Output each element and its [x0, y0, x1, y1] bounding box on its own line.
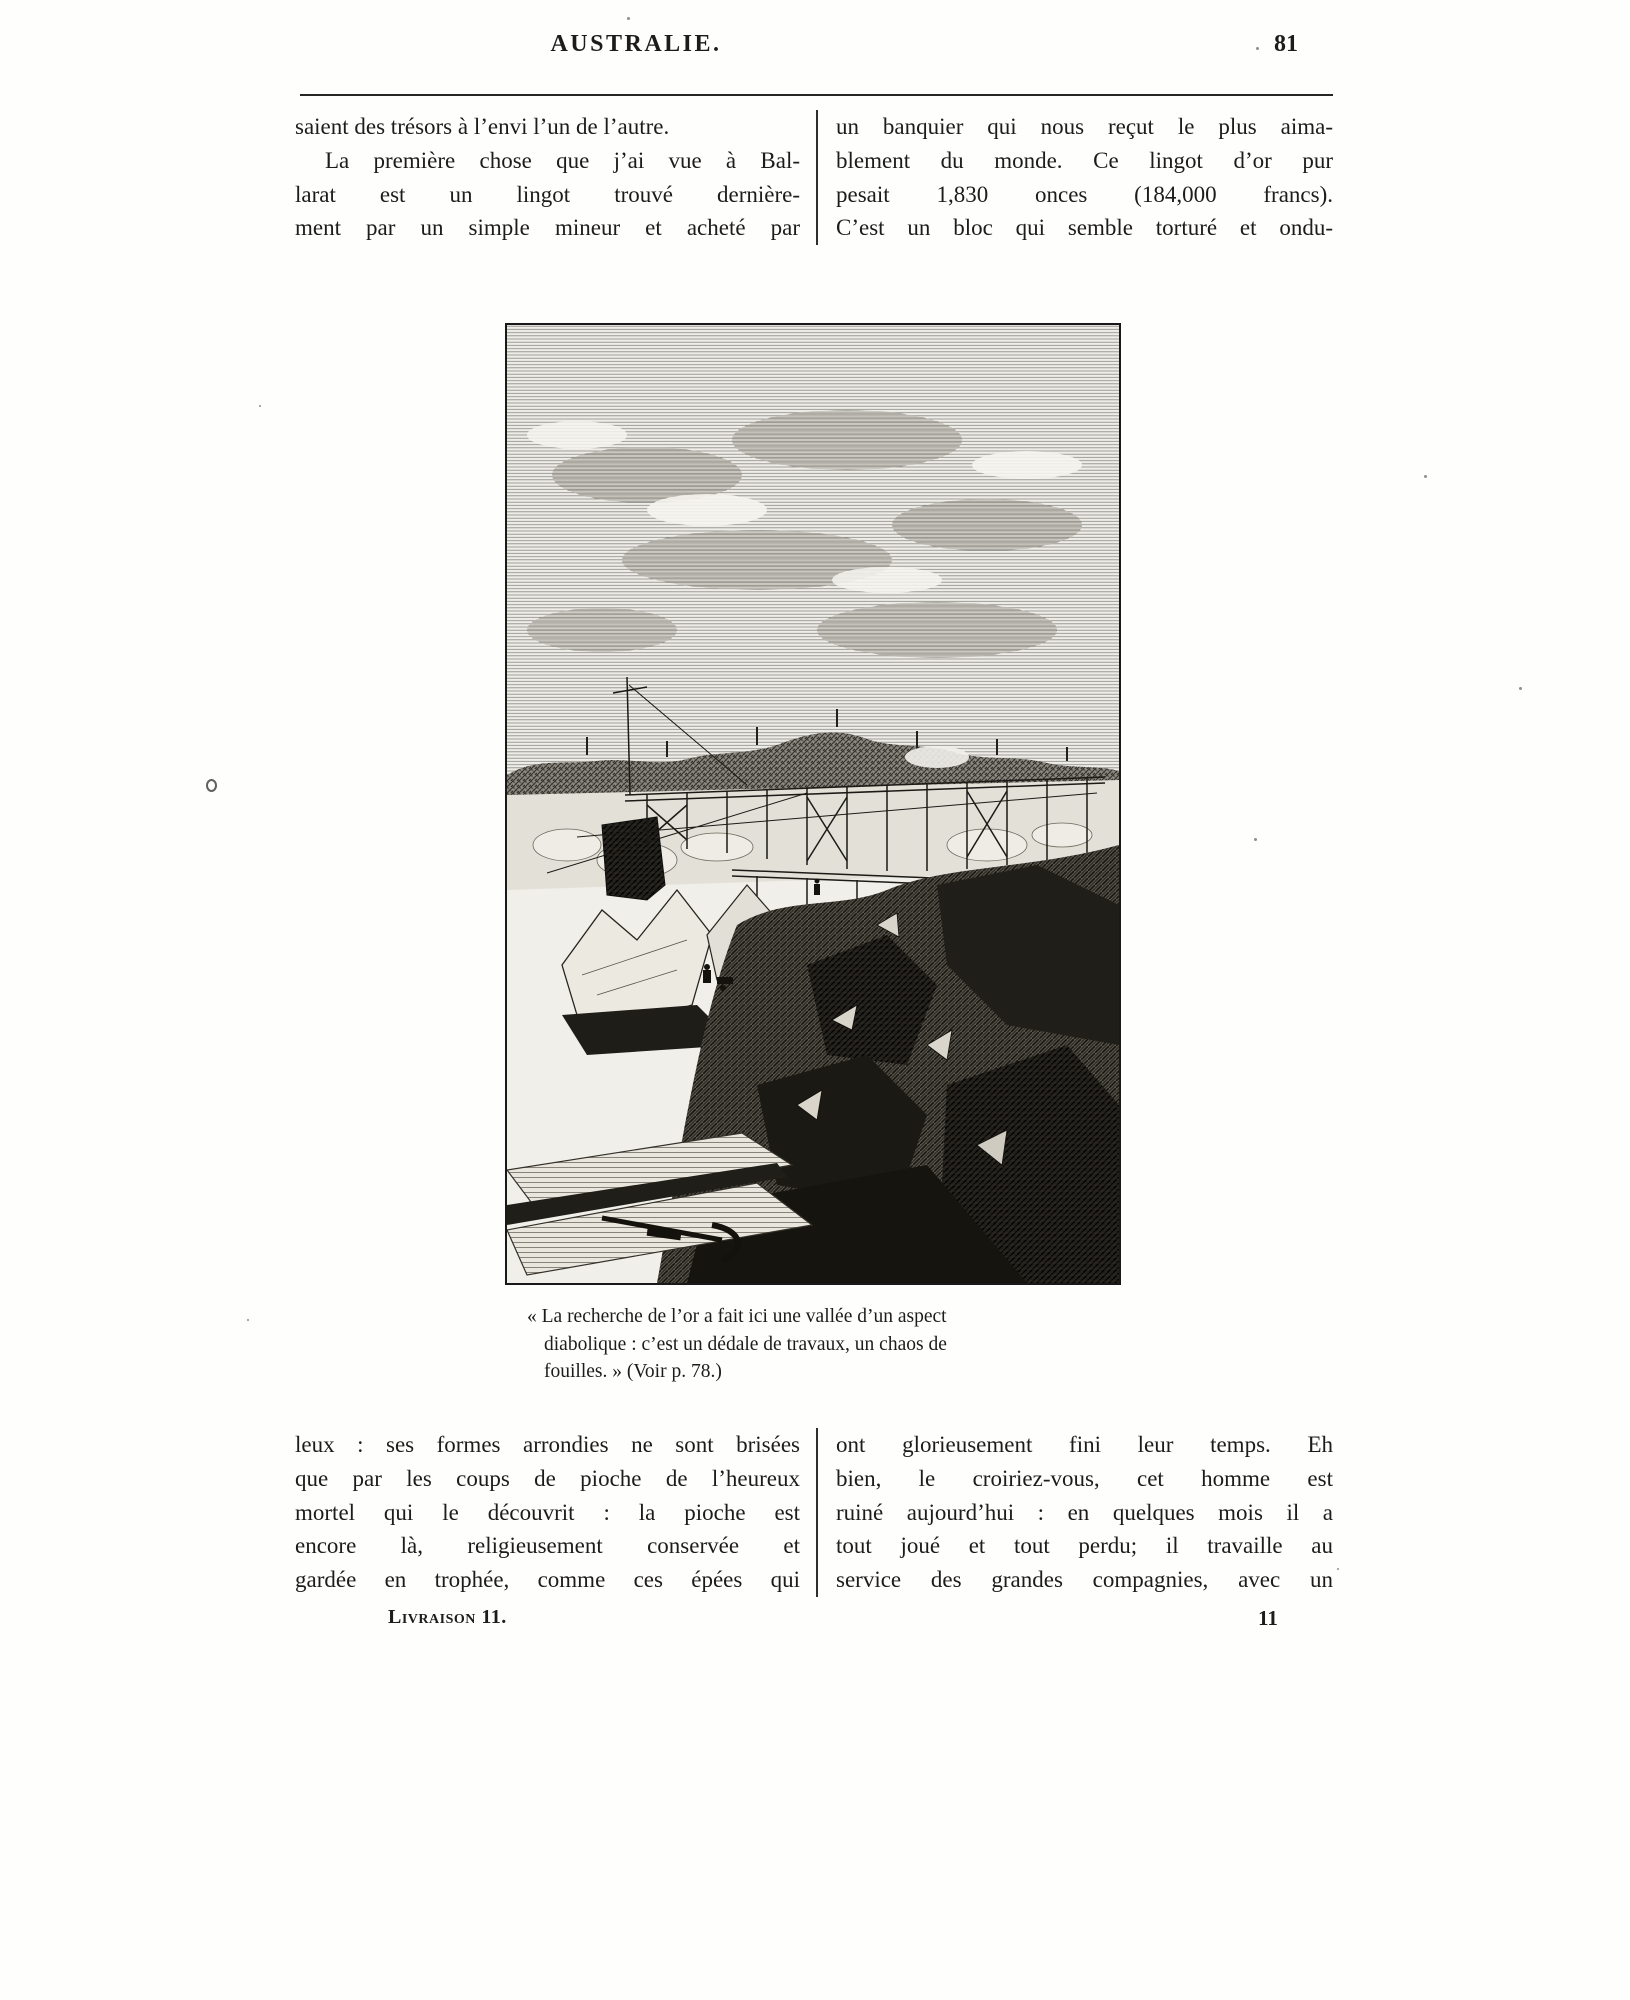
text-line: larat est un lingot trouvé dernière-	[295, 181, 800, 207]
scan-speck	[1337, 1568, 1339, 1570]
text-line: encore là, religieusement conservée et	[295, 1533, 800, 1559]
bottom-right-column	[836, 1428, 1333, 1597]
header-rule	[300, 94, 1333, 96]
text-line: diabolique : c’est un dédale de travaux, un chaos de	[544, 1333, 947, 1355]
text-line: un banquier qui nous reçut le plus aima-	[836, 114, 1333, 139]
text-line: leux : ses formes arrondies ne sont brisées	[295, 1432, 800, 1457]
scan-speck	[247, 1319, 249, 1321]
text-line: tout joué et tout perdu; il travaille au	[836, 1533, 1333, 1559]
footer-livraison-label: Livraison 11.	[388, 1606, 507, 1628]
scan-artifact-ring	[206, 779, 217, 792]
text-line: saient des trésors à l’envi l’un de l’autre.	[295, 114, 670, 139]
text-line: que par les coups de pioche de l’heureux	[295, 1465, 800, 1491]
bottom-text-block	[295, 1428, 1335, 1597]
text-line: C’est un bloc qui semble torturé et ondu-	[836, 215, 1333, 241]
scan-speck	[1424, 475, 1427, 478]
text-line: La première chose que j’ai vue à Bal-	[325, 147, 800, 173]
scan-speck	[1254, 838, 1257, 841]
top-text-block	[295, 110, 1335, 245]
text-line: ruiné aujourd’hui : en quelques mois il a	[836, 1499, 1333, 1525]
scan-speck	[1519, 687, 1522, 690]
text-line: service des grandes compagnies, avec un	[836, 1567, 1333, 1593]
scan-speck	[1256, 47, 1259, 50]
text-line: ont glorieusement fini leur temps. Eh	[836, 1432, 1333, 1457]
running-header-title: AUSTRALIE.	[550, 31, 722, 57]
illustration-figure	[505, 323, 1121, 1285]
text-line: fouilles. » (Voir p. 78.)	[544, 1361, 722, 1382]
bottom-left-column	[295, 1428, 800, 1597]
text-line: mortel qui le découvrit : la pioche est	[295, 1499, 800, 1525]
figure-caption	[527, 1303, 1127, 1386]
text-line: blement du monde. Ce lingot d’or pur	[836, 147, 1333, 173]
engraving-art	[507, 325, 1119, 1283]
scan-speck	[259, 405, 261, 407]
text-line: pesait 1,830 onces (184,000 francs).	[836, 181, 1333, 207]
top-left-column	[295, 110, 800, 245]
text-line: bien, le croiriez-vous, cet homme est	[836, 1465, 1333, 1491]
text-line: ment par un simple mineur et acheté par	[295, 215, 800, 241]
page-number: 81	[1274, 31, 1298, 57]
footer-sheet-number: 11	[1258, 1606, 1278, 1630]
column-divider-bottom	[816, 1428, 818, 1597]
text-line: gardée en trophée, comme ces épées qui	[295, 1567, 800, 1593]
top-right-column	[836, 110, 1333, 245]
scan-speck	[627, 17, 630, 20]
text-line: « La recherche de l’or a fait ici une vallée d’un aspect	[527, 1306, 947, 1327]
column-divider-top	[816, 110, 818, 245]
mining-valley-engraving	[505, 323, 1121, 1285]
